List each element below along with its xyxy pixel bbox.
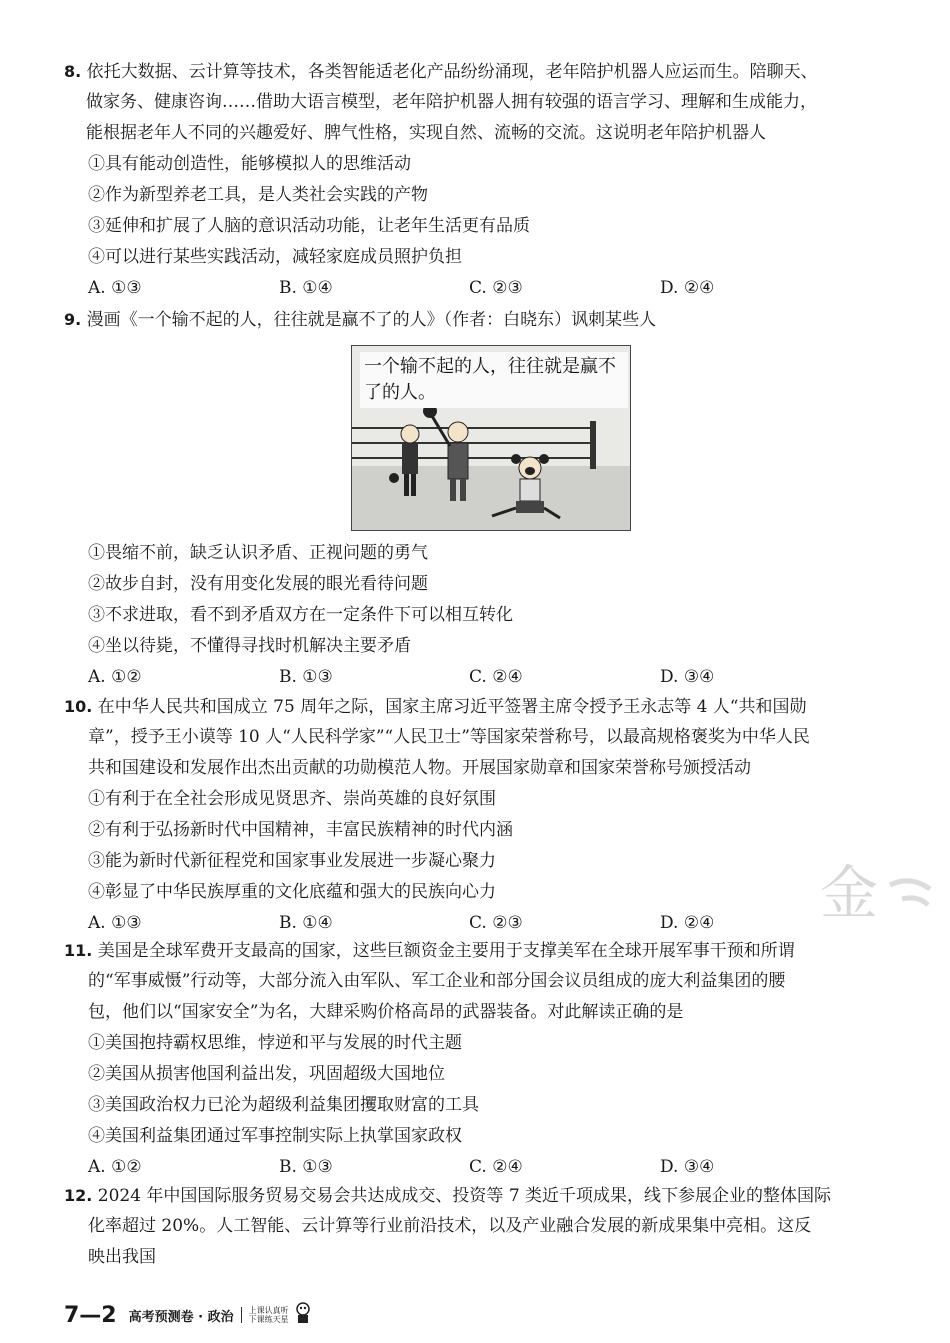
question-stem-line: 2024 年中国国际服务贸易交易会共达成成交、投资等 7 类近千项成果，线下参展企业的整体国际: [97, 1186, 832, 1206]
option-item: ③不求进取，看不到矛盾双方在一定条件下可以相互转化: [88, 605, 513, 625]
option-item: ③美国政治权力已沦为超级利益集团攫取财富的工具: [88, 1095, 479, 1115]
slogan-line: 上课认真听: [248, 1306, 289, 1315]
page-footer: [64, 1300, 313, 1330]
question-number: 9.: [64, 310, 82, 329]
choice-b: B. ①④: [279, 913, 333, 933]
option-item: ③延伸和扩展了人脑的意识活动功能，让老年生活更有品质: [88, 216, 530, 236]
footer-slogan: [249, 1306, 289, 1324]
question-9-options: [64, 538, 894, 693]
slogan-line: 下课练天星: [248, 1315, 289, 1324]
option-item: ④彰显了中华民族厚重的文化底蕴和强大的民族向心力: [88, 882, 496, 902]
option-item: ②故步自封，没有用变化发展的眼光看待问题: [88, 574, 428, 594]
question-11: [64, 935, 894, 1183]
question-stem-line: 美国是全球军费开支最高的国家，这些巨额资金主要用于支撑美军在全球开展军事干预和所谓: [97, 941, 795, 961]
question-9: [64, 304, 894, 335]
question-stem-line: 化率超过 20%。人工智能、云计算等行业前沿技术，以及产业融合发展的新成果集中亮相。这反: [88, 1216, 812, 1236]
choice-b: B. ①④: [279, 278, 333, 298]
footer-divider: [241, 1307, 242, 1323]
answer-choices: [64, 273, 894, 304]
watermark-glyph: 金: [820, 859, 879, 925]
question-number: 12.: [64, 1186, 93, 1205]
watermark-logo: [810, 855, 940, 925]
choice-a: A. ①②: [88, 1157, 142, 1177]
option-item: ②美国从损害他国利益出发，巩固超级大国地位: [88, 1064, 445, 1084]
question-10: [64, 691, 894, 939]
question-stem-line: 包，他们以“国家安全”为名，大肆采购价格高昂的武器装备。对此解读正确的是: [88, 1002, 684, 1022]
question-number: 11.: [64, 941, 93, 960]
question-stem-line: 做家务、健康咨询……借助大语言模型，老年陪护机器人拥有较强的语言学习、理解和生成能力，: [86, 92, 817, 112]
question-stem-line: 漫画《一个输不起的人，往往就是赢不了的人》（作者：白晓东）讽刺某些人: [86, 310, 657, 330]
choice-a: A. ①②: [88, 667, 142, 687]
choice-b: B. ①③: [279, 1157, 333, 1177]
choice-d: D. ②④: [660, 913, 715, 933]
choice-c: C. ②③: [469, 913, 523, 933]
answer-choices: [64, 662, 894, 693]
choice-a: A. ①③: [88, 913, 142, 933]
option-item: ④可以进行某些实践活动，减轻家庭成员照护负担: [88, 247, 462, 267]
cartoon-image: [351, 345, 631, 531]
choice-d: D. ③④: [660, 667, 715, 687]
question-stem-line: 章”，授予王小谟等 10 人“人民科学家”“人民卫士”等国家荣誉称号，以最高规格褒奖为中华人民: [88, 727, 810, 747]
option-item: ①具有能动创造性，能够模拟人的思维活动: [88, 154, 411, 174]
choice-d: D. ②④: [660, 278, 715, 298]
question-stem-line: 能根据老年人不同的兴趣爱好、脾气性格，实现自然、流畅的交流。这说明老年陪护机器人: [86, 123, 766, 143]
question-stem-line: 依托大数据、云计算等技术，各类智能适老化产品纷纷涌现，老年陪护机器人应运而生。陪聊天、: [86, 62, 818, 82]
book-title: 高考预测卷 · 政治: [128, 1309, 234, 1325]
choice-b: B. ①③: [279, 667, 333, 687]
question-stem-line: 共和国建设和发展作出杰出贡献的功勋模范人物。开展国家勋章和国家荣誉称号颁授活动: [88, 758, 751, 778]
option-item: ②有利于弘扬新时代中国精神，丰富民族精神的时代内涵: [88, 820, 513, 840]
option-item: ①美国抱持霸权思维，悖逆和平与发展的时代主题: [88, 1033, 462, 1053]
choice-c: C. ②④: [469, 1157, 523, 1177]
question-stem-line: 在中华人民共和国成立 75 周年之际，国家主席习近平签署主席令授予王永志等 4 人“共和国勋: [97, 697, 807, 717]
option-item: ③能为新时代新征程党和国家事业发展进一步凝心聚力: [88, 851, 496, 871]
choice-d: D. ③④: [660, 1157, 715, 1177]
cartoon-caption: 一个输不起的人，往往就是赢不了的人。: [360, 352, 628, 408]
choice-c: C. ②④: [469, 667, 523, 687]
question-number: 10.: [64, 697, 93, 716]
question-number: 8.: [64, 62, 82, 81]
option-item: ④美国利益集团通过军事控制实际上执掌国家政权: [88, 1126, 462, 1146]
page-number: 7—2: [64, 1302, 117, 1328]
question-8: [64, 56, 894, 304]
question-stem-line: 的“军事威慑”行动等，大部分流入由军队、军工企业和部分国会议员组成的庞大利益集团的腰: [88, 971, 786, 991]
choice-a: A. ①③: [88, 278, 142, 298]
question-12: [64, 1180, 894, 1273]
answer-choices: [64, 1152, 894, 1183]
choice-c: C. ②③: [469, 278, 523, 298]
option-item: ①有利于在全社会形成见贤思齐、崇尚英雄的良好氛围: [88, 789, 496, 809]
option-item: ②作为新型养老工具，是人类社会实践的产物: [88, 185, 428, 205]
mascot-icon: [293, 1302, 313, 1328]
question-stem-line: 映出我国: [88, 1247, 156, 1267]
option-item: ①畏缩不前，缺乏认识矛盾、正视问题的勇气: [88, 543, 428, 563]
option-item: ④坐以待毙，不懂得寻找时机解决主要矛盾: [88, 636, 411, 656]
